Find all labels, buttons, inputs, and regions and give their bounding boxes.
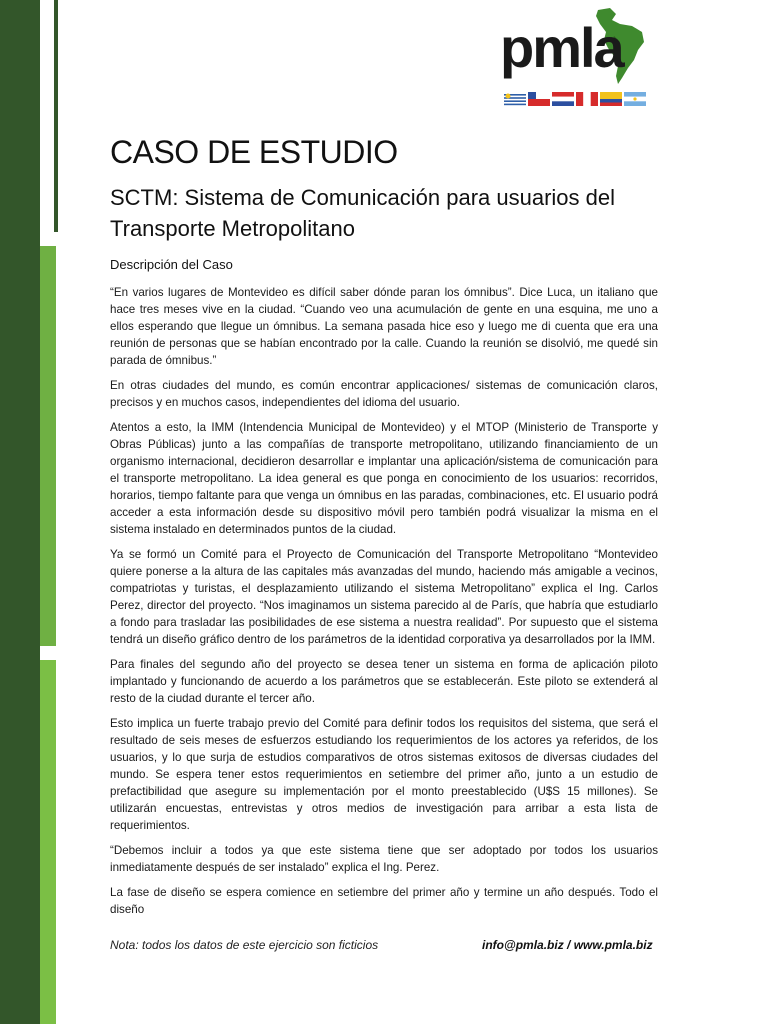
colombia-flag-icon	[600, 92, 622, 106]
sidebar-bar-dark	[0, 0, 40, 1024]
section-heading: Descripción del Caso	[110, 257, 233, 272]
paragraph: En otras ciudades del mundo, es común encontrar applicaciones/ sistemas de comunicación claros, precisos y en muchos casos, independientes del idioma del usuario.	[110, 379, 658, 409]
footer-contact: info@pmla.biz / www.pmla.biz	[482, 938, 653, 952]
page-subtitle: SCTM: Sistema de Comunicación para usuarios del Transporte Metropolitano	[110, 185, 616, 241]
footer-note: Nota: todos los datos de este ejercicio son ficticios	[110, 938, 379, 952]
peru-flag-icon	[576, 92, 598, 106]
sidebar-bar-middle	[40, 246, 56, 646]
sidebar-bar-top	[40, 0, 58, 232]
sidebar-decoration	[0, 0, 58, 1024]
argentina-flag-icon	[624, 92, 646, 106]
paraguay-flag-icon	[552, 92, 574, 106]
paragraph: Esto implica un fuerte trabajo previo del Comité para definir todos los requisitos del sistema, que será el resultado de seis meses de esfuerzos estudiando los requerimientos de los actores ya referidos, de los usuarios, y lo que surja de estudios comparativos de otros sistemas exitosos de diversas ciudades del mundo. Se espera tener estos requerimientos en setiembre del primer año, junto a un estudio de prefactibilidad que asegure su implementación por el monto preestablecido (U$S 15 millones). Se utilizarán encuestas, entrevistas y otros medios de investigación para arribar a esta lista de requerimientos.	[110, 717, 658, 832]
page-title: CASO DE ESTUDIO	[110, 134, 398, 170]
uruguay-flag-icon	[504, 92, 526, 106]
logo-text: pmla	[500, 16, 623, 79]
paragraph: Para finales del segundo año del proyecto se desea tener un sistema en forma de aplicación piloto implantado y funcionando de acuerdo a los parámetros que se establecerán. Este piloto se extenderá al resto de la ciudad durante el tercer año.	[110, 658, 658, 705]
paragraph: Atentos a esto, la IMM (Intendencia Municipal de Montevideo) y el MTOP (Ministerio de Transporte y Obras Públicas) junto a las compañías de transporte metropolitano, utilizando financiamiento de un organismo internacional, decidieron desarrollar e implantar una aplicación/sistema de comunicación para el transporte metropolitano. La idea general es que ponga en conocimiento de los usuarios: recorridos, horarios, tiempo faltante para que venga un ómnibus en las paradas, combinaciones, etc. El usuario podrá acceder a esta información desde su dispositivo móvil pero también podrá visualizar la misma en el sistema instalado en determinados puntos de la ciudad.	[110, 421, 658, 536]
pmla-logo	[498, 6, 650, 110]
sidebar-bar-bottom	[40, 660, 56, 1024]
chile-flag-icon	[528, 92, 550, 106]
paragraph: La fase de diseño se espera comience en setiembre del primer año y termine un año después. Todo el diseño	[110, 886, 658, 916]
paragraph: “En varios lugares de Montevideo es difícil saber dónde paran los ómnibus”. Dice Luca, un italiano que hace tres meses vive en la ciudad. “Cuando veo una acumulación de gente en una esquina, me uno a ellos esperando que llegue un ómnibus. La semana pasada hice eso y luego me di cuenta que era una reunión de personas que se habían encontrado por la calle. Cuando la reunión se disolvió, me quedé sin parada de ómnibus.”	[110, 286, 658, 367]
body-text	[110, 284, 658, 926]
paragraph: “Debemos incluir a todos ya que este sistema tiene que ser adoptado por todos los usuarios inmediatamente después de ser instalado” explica el Ing. Perez.	[110, 844, 658, 874]
paragraph: Ya se formó un Comité para el Proyecto de Comunicación del Transporte Metropolitano “Montevideo quiere ponerse a la altura de las capitales más avanzadas del mundo, haciendo más amigable a vecinos, compatriotas y turistas, el desplazamiento utilizando el sistema Metropolitano” explica el Ing. Carlos Perez, director del proyecto. “Nos imaginamos un sistema parecido al de París, que habría que estudiarlo a fondo para trasladar las posibilidades de ese sistema a nuestra realidad”. Por supuesto que el sistema tendrá un diseño gráfico dentro de los parámetros de la identidad corporativa ya desarrollados por la IMM.	[110, 548, 658, 646]
flag-strip	[504, 92, 646, 106]
